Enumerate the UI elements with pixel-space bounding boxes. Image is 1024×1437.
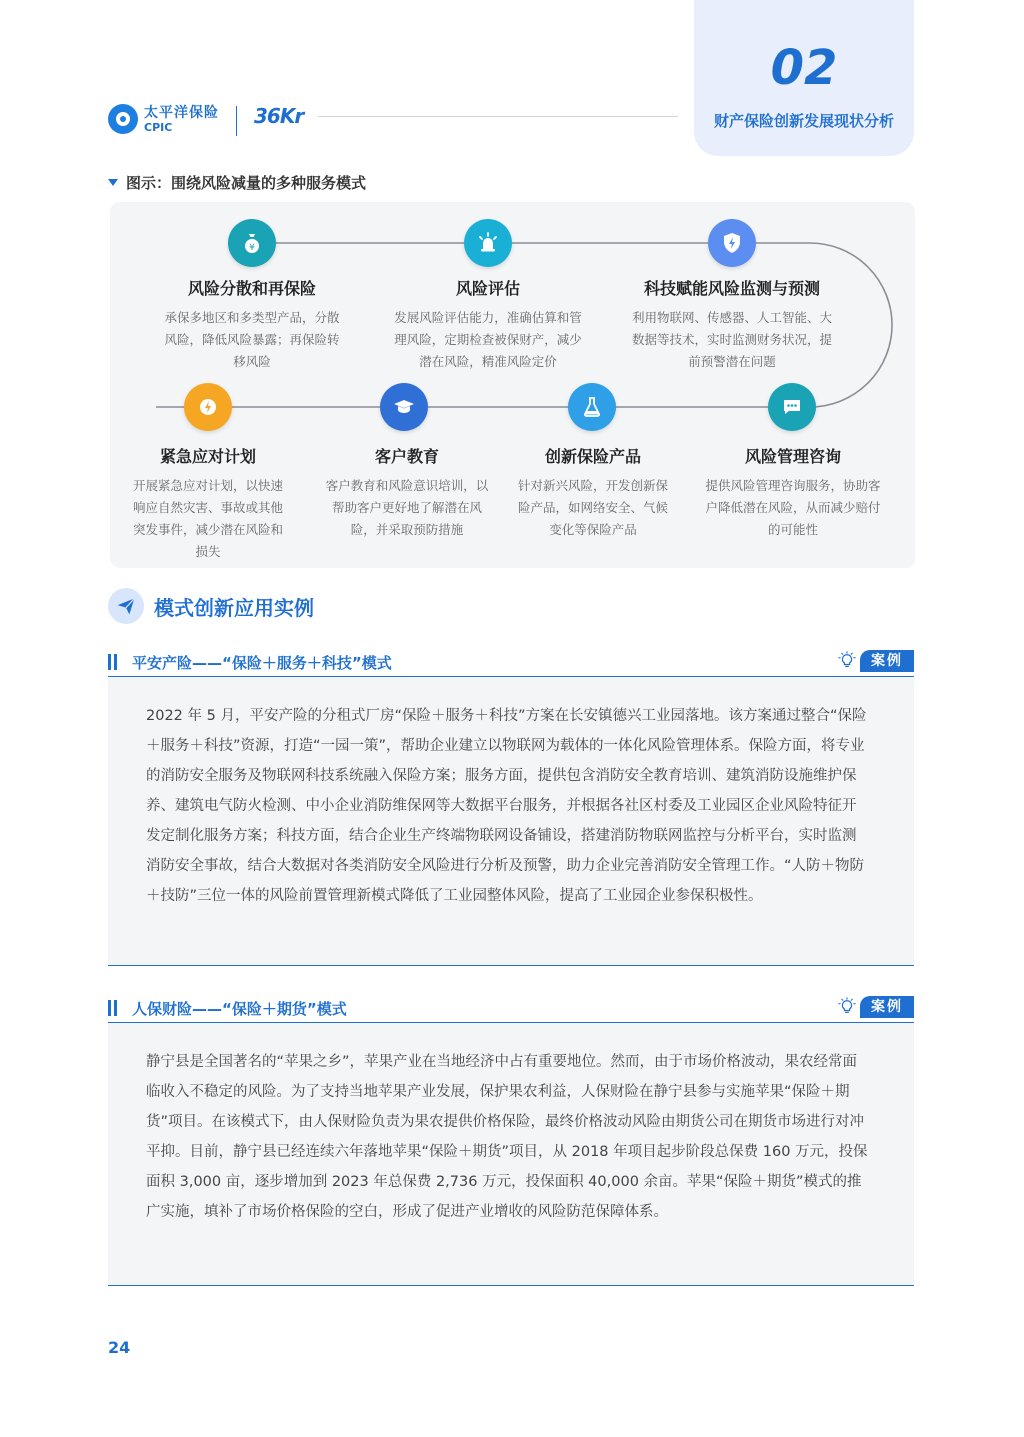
- section-heading: [108, 588, 314, 624]
- chapter-number: 02: [770, 40, 838, 96]
- service-title: 客户教育: [374, 447, 439, 466]
- service-title: 风险分散和再保险: [187, 279, 316, 298]
- chapter-tab: [694, 0, 914, 156]
- shield-bolt-icon: [708, 219, 756, 267]
- logo-cn-text: 太平洋保险: [144, 104, 219, 121]
- case-body: [108, 676, 914, 966]
- figure-caption: [108, 172, 366, 193]
- money-bag-icon: [228, 219, 276, 267]
- case-header: [108, 994, 914, 1024]
- service-desc: 发展风险评估能力，准确估算和管理风险，定期检查被保财产，减少潜在风险，精准风险定价: [394, 310, 582, 369]
- service-desc: 承保多地区和多类型产品，分散风险，降低风险暴露；再保险转移风险: [164, 310, 340, 369]
- alarm-light-icon: [464, 219, 512, 267]
- cpic-logo: [108, 104, 219, 134]
- service-desc: 针对新兴风险，开发创新保险产品，如网络安全、气候变化等保险产品: [517, 478, 668, 537]
- service-tech-monitoring: [627, 276, 837, 373]
- service-risk-assessment: [393, 276, 583, 373]
- service-customer-education: [322, 444, 492, 541]
- service-title: 紧急应对计划: [159, 447, 256, 466]
- service-innovative-products: [512, 444, 674, 541]
- triangle-down-icon: [108, 179, 118, 186]
- flask-icon: [568, 383, 616, 431]
- logo-divider: [236, 106, 237, 136]
- service-risk-diversification: [157, 276, 347, 373]
- case-badge: 案例: [860, 996, 914, 1018]
- svg-text:¥: ¥: [249, 243, 255, 253]
- service-emergency-plan: [132, 444, 284, 563]
- 36kr-logo: 36Kr: [254, 104, 304, 128]
- service-risk-consulting: [700, 444, 886, 541]
- logo-en-text: CPIC: [144, 120, 173, 134]
- case-text: 静宁县是全国著名的“苹果之乡”，苹果产业在当地经济中占有重要地位。然而，由于市场价格波动，果农经常面临收入不稳定的风险。为了支持当地苹果产业发展，保护果农利益，人保财险在静宁县参与实施苹果“保险＋期货”项目。在该模式下，由人保财险负责为果农提供价格保险，最终价格波动风险由期货公司在期货市场进行对冲平抑。目前，静宁县已经连续六年落地苹果“保险＋期货”项目，从 2018 年项目起步阶段总保费 160 万元，投保面积 3,000 亩，逐步增加到 2023 年总保费 2,736 万元，投保面积 40,000 余亩。苹果“保险＋期货”模式的推广实施，填补了市场价格保险的空白，形成了促进产业增收的风险防范保障体系。: [146, 1054, 868, 1220]
- section-title: 模式创新应用实例: [154, 595, 314, 620]
- lightbulb-icon: [838, 651, 856, 669]
- case-header: [108, 648, 914, 678]
- lightbulb-icon: [838, 997, 856, 1015]
- service-diagram: [110, 202, 915, 568]
- paper-plane-icon: [108, 588, 144, 624]
- page-number: 24: [108, 1338, 131, 1357]
- graduation-cap-icon: [380, 383, 428, 431]
- title-bars-icon: [108, 1000, 117, 1016]
- title-bars-icon: [108, 654, 117, 670]
- case-body: [108, 1022, 914, 1286]
- service-desc: 开展紧急应对计划，以快速响应自然灾害、事故或其他突发事件，减少潜在风险和损失: [132, 478, 283, 559]
- service-title: 风险管理咨询: [744, 447, 841, 466]
- lightning-icon: [184, 383, 232, 431]
- chapter-title: 财产保险创新发展现状分析: [713, 112, 894, 130]
- case-title: 人保财险——“保险＋期货”模式: [132, 1000, 347, 1018]
- chat-bubble-icon: [768, 383, 816, 431]
- service-desc: 利用物联网、传感器、人工智能、大数据等技术，实时监测财务状况，提前预警潜在问题: [631, 310, 832, 369]
- service-desc: 提供风险管理咨询服务，协助客户降低潜在风险，从而减少赔付的可能性: [705, 478, 881, 537]
- case-text: 2022 年 5 月，平安产险的分租式厂房“保险＋服务＋科技”方案在长安镇德兴工业园落地。该方案通过整合“保险＋服务＋科技”资源，打造“一园一策”，帮助企业建立以物联网为载体的一体化风险管理体系。保险方面，将专业的消防安全服务及物联网科技系统融入保险方案；服务方面，提供包含消防安全教育培训、建筑消防设施维护保养、建筑电气防火检测、中小企业消防维保网等大数据平台服务，并根据各社区村委及工业园区企业风险特征开发定制化服务方案；科技方面，结合企业生产终端物联网设备铺设，搭建消防物联网监控与分析平台，实时监测消防安全事故，结合大数据对各类消防安全风险进行分析及预警，助力企业完善消防安全管理工作。“人防＋物防＋技防”三位一体的风险前置管理新模式降低了工业园整体风险，提高了工业园企业参保积极性。: [146, 708, 867, 904]
- service-title: 创新保险产品: [544, 447, 641, 466]
- cpic-logo-icon: [108, 104, 138, 134]
- service-title: 风险评估: [455, 279, 520, 298]
- header-rule: [318, 116, 678, 117]
- service-title: 科技赋能风险监测与预测: [643, 279, 820, 298]
- case-badge: 案例: [860, 650, 914, 672]
- service-desc: 客户教育和风险意识培训，以帮助客户更好地了解潜在风险，并采取预防措施: [325, 478, 489, 537]
- figure-caption-text: 图示：围绕风险减量的多种服务模式: [126, 174, 367, 192]
- case-title: 平安产险——“保险＋服务＋科技”模式: [132, 654, 392, 672]
